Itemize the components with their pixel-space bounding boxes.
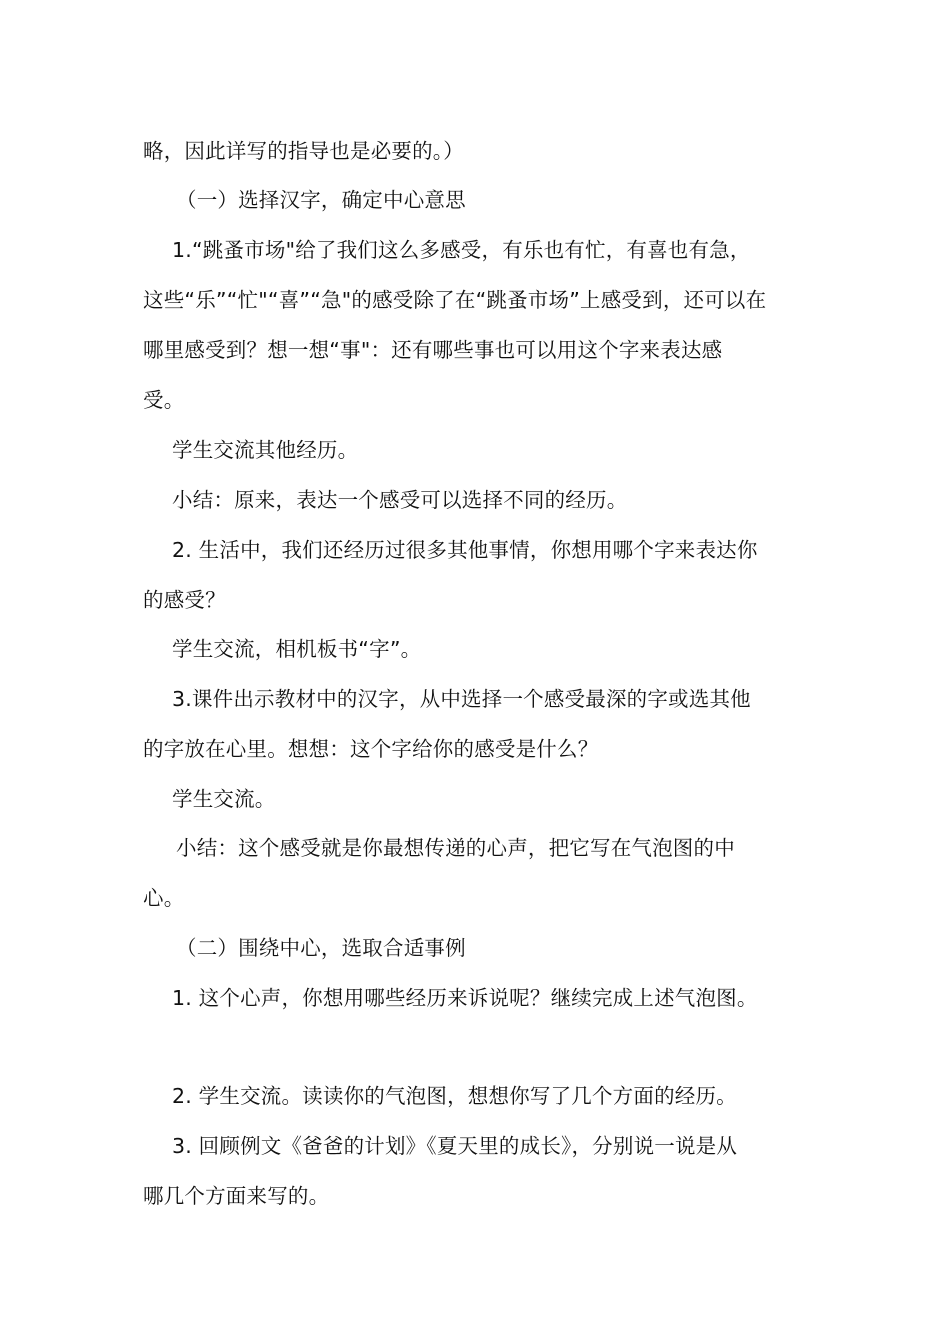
text-line: 1. 这个心声，你想用哪些经历来诉说呢？继续完成上述气泡图。 xyxy=(172,986,758,1010)
text-line: 受。 xyxy=(143,388,185,412)
text-line: 的感受？ xyxy=(143,588,226,612)
text-line: 心。 xyxy=(143,886,185,910)
text-line: 学生交流。 xyxy=(172,787,276,811)
text-line: 这些“乐”“忙"“喜”“急"的感受除了在“跳蚤市场”上感受到，还可以在 xyxy=(143,288,767,312)
text-line: 略，因此详写的指导也是必要的。） xyxy=(143,139,464,163)
text-line: 2. 生活中，我们还经历过很多其他事情，你想用哪个字来表达你 xyxy=(172,538,758,562)
text-line: 2. 学生交流。读读你的气泡图，想想你写了几个方面的经历。 xyxy=(172,1084,737,1108)
text-line: 1.“跳蚤市场"给了我们这么多感受，有乐也有忙，有喜也有急， xyxy=(172,238,751,262)
text-line: 学生交流其他经历。 xyxy=(172,438,359,462)
text-line: 3. 回顾例文《爸爸的计划》《夏天里的成长》，分别说一说是从 xyxy=(172,1134,738,1158)
text-line: 学生交流，相机板书“字”。 xyxy=(172,637,422,661)
text-line: 的字放在心里。想想：这个字给你的感受是什么？ xyxy=(143,737,599,761)
text-line: 哪里感受到？想一想“事"：还有哪些事也可以用这个字来表达感 xyxy=(143,338,723,362)
section-heading: （二）围绕中心，选取合适事例 xyxy=(176,936,466,960)
section-heading: （一）选择汉字，确定中心意思 xyxy=(176,188,466,212)
text-line: 小结：这个感受就是你最想传递的心声，把它写在气泡图的中 xyxy=(176,836,735,860)
text-line: 哪几个方面来写的。 xyxy=(143,1184,330,1208)
text-line: 3.课件出示教材中的汉字，从中选择一个感受最深的字或选其他 xyxy=(172,687,751,711)
text-line: 小结：原来，表达一个感受可以选择不同的经历。 xyxy=(172,488,628,512)
